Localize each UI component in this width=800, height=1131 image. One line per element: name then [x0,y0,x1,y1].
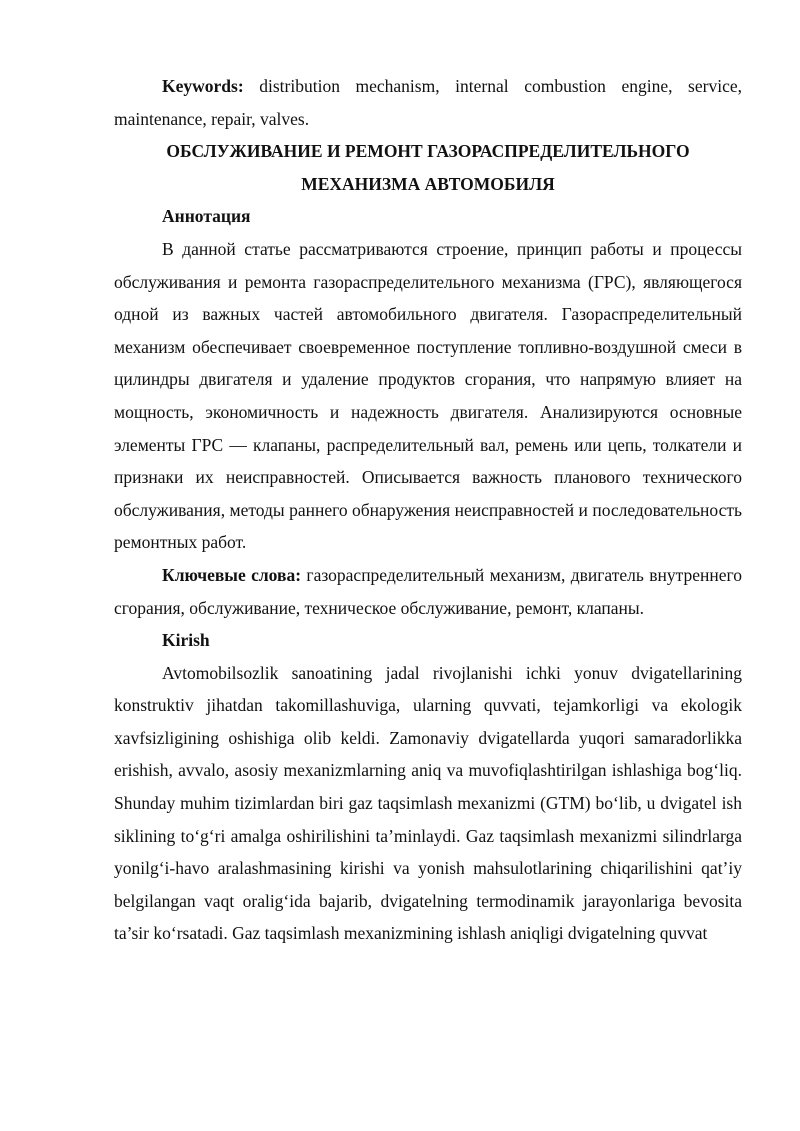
ru-title-line-1: ОБСЛУЖИВАНИЕ И РЕМОНТ ГАЗОРАСПРЕДЕЛИТЕЛЬНОГО [166,141,690,162]
keywords-ru-label: Ключевые слова: [162,564,302,585]
keywords-en-text: distribution mechanism, internal combustion engine, service, maintenance, repair, valves. [114,76,742,129]
keywords-ru-paragraph [114,559,742,624]
document-page [114,70,742,950]
keywords-ru-text: газораспределительный механизм, двигатель внутреннего сгорания, обслуживание, техническое обслуживание, ремонт, клапаны. [114,564,742,618]
intro-heading: Kirish [162,630,210,651]
keywords-en-paragraph [114,70,742,135]
keywords-en-label: Keywords: [162,76,244,96]
ru-title-line-2: МЕХАНИЗМА АВТОМОБИЛЯ [301,173,555,194]
annotation-heading: Аннотация [162,206,251,227]
intro-paragraph: Avtomobilsozlik sanoatining jadal rivojlanishi ichki yonuv dvigatellarining konstruktiv jihatdan takomillashuviga, ularning quvvati, tejamkorligi va ekologik xavfsizligining oshishiga olib keldi. Zamonaviy dvigatellarda yuqori samaradorlikka erishish, avvalo, asosiy mexanizmlarning aniq va muvofiqlashtirilgan ishlashiga bog‘liq. Shunday muhim tizimlardan biri gaz taqsimlash mexanizmi (GTM) bo‘lib, u dvigatel ish siklining to‘g‘ri amalga oshirilishini ta’minlaydi. Gaz taqsimlash mexanizmi silindrlarga yonilg‘i-havo aralashmasining kirishi va yonish mahsulotlarining chiqarilishini qat’iy belgilangan vaqt oralig‘ida bajarib, dvigatelning termodinamik jarayonlariga bevosita ta’sir ko‘rsatadi. Gaz taqsimlash mexanizmining ishlash aniqligi dvigatelning quvvat [114,662,742,944]
annotation-paragraph: В данной статье рассматриваются строение, принцип работы и процессы обслуживания и ремонта газораспределительного механизма (ГРС), являющегося одной из важных частей автомобильного двигателя. Газораспределительный механизм обеспечивает своевременное поступление топливно-воздушной смеси в цилиндры двигателя и удаление продуктов сгорания, что напрямую влияет на мощность, экономичность и надежность двигателя. Анализируются основные элементы ГРС — клапаны, распределительный вал, ремень или цепь, толкатели и признаки их неисправностей. Описывается важность планового технического обслуживания, методы раннего обнаружения неисправностей и последовательность ремонтных работ. [114,238,742,553]
